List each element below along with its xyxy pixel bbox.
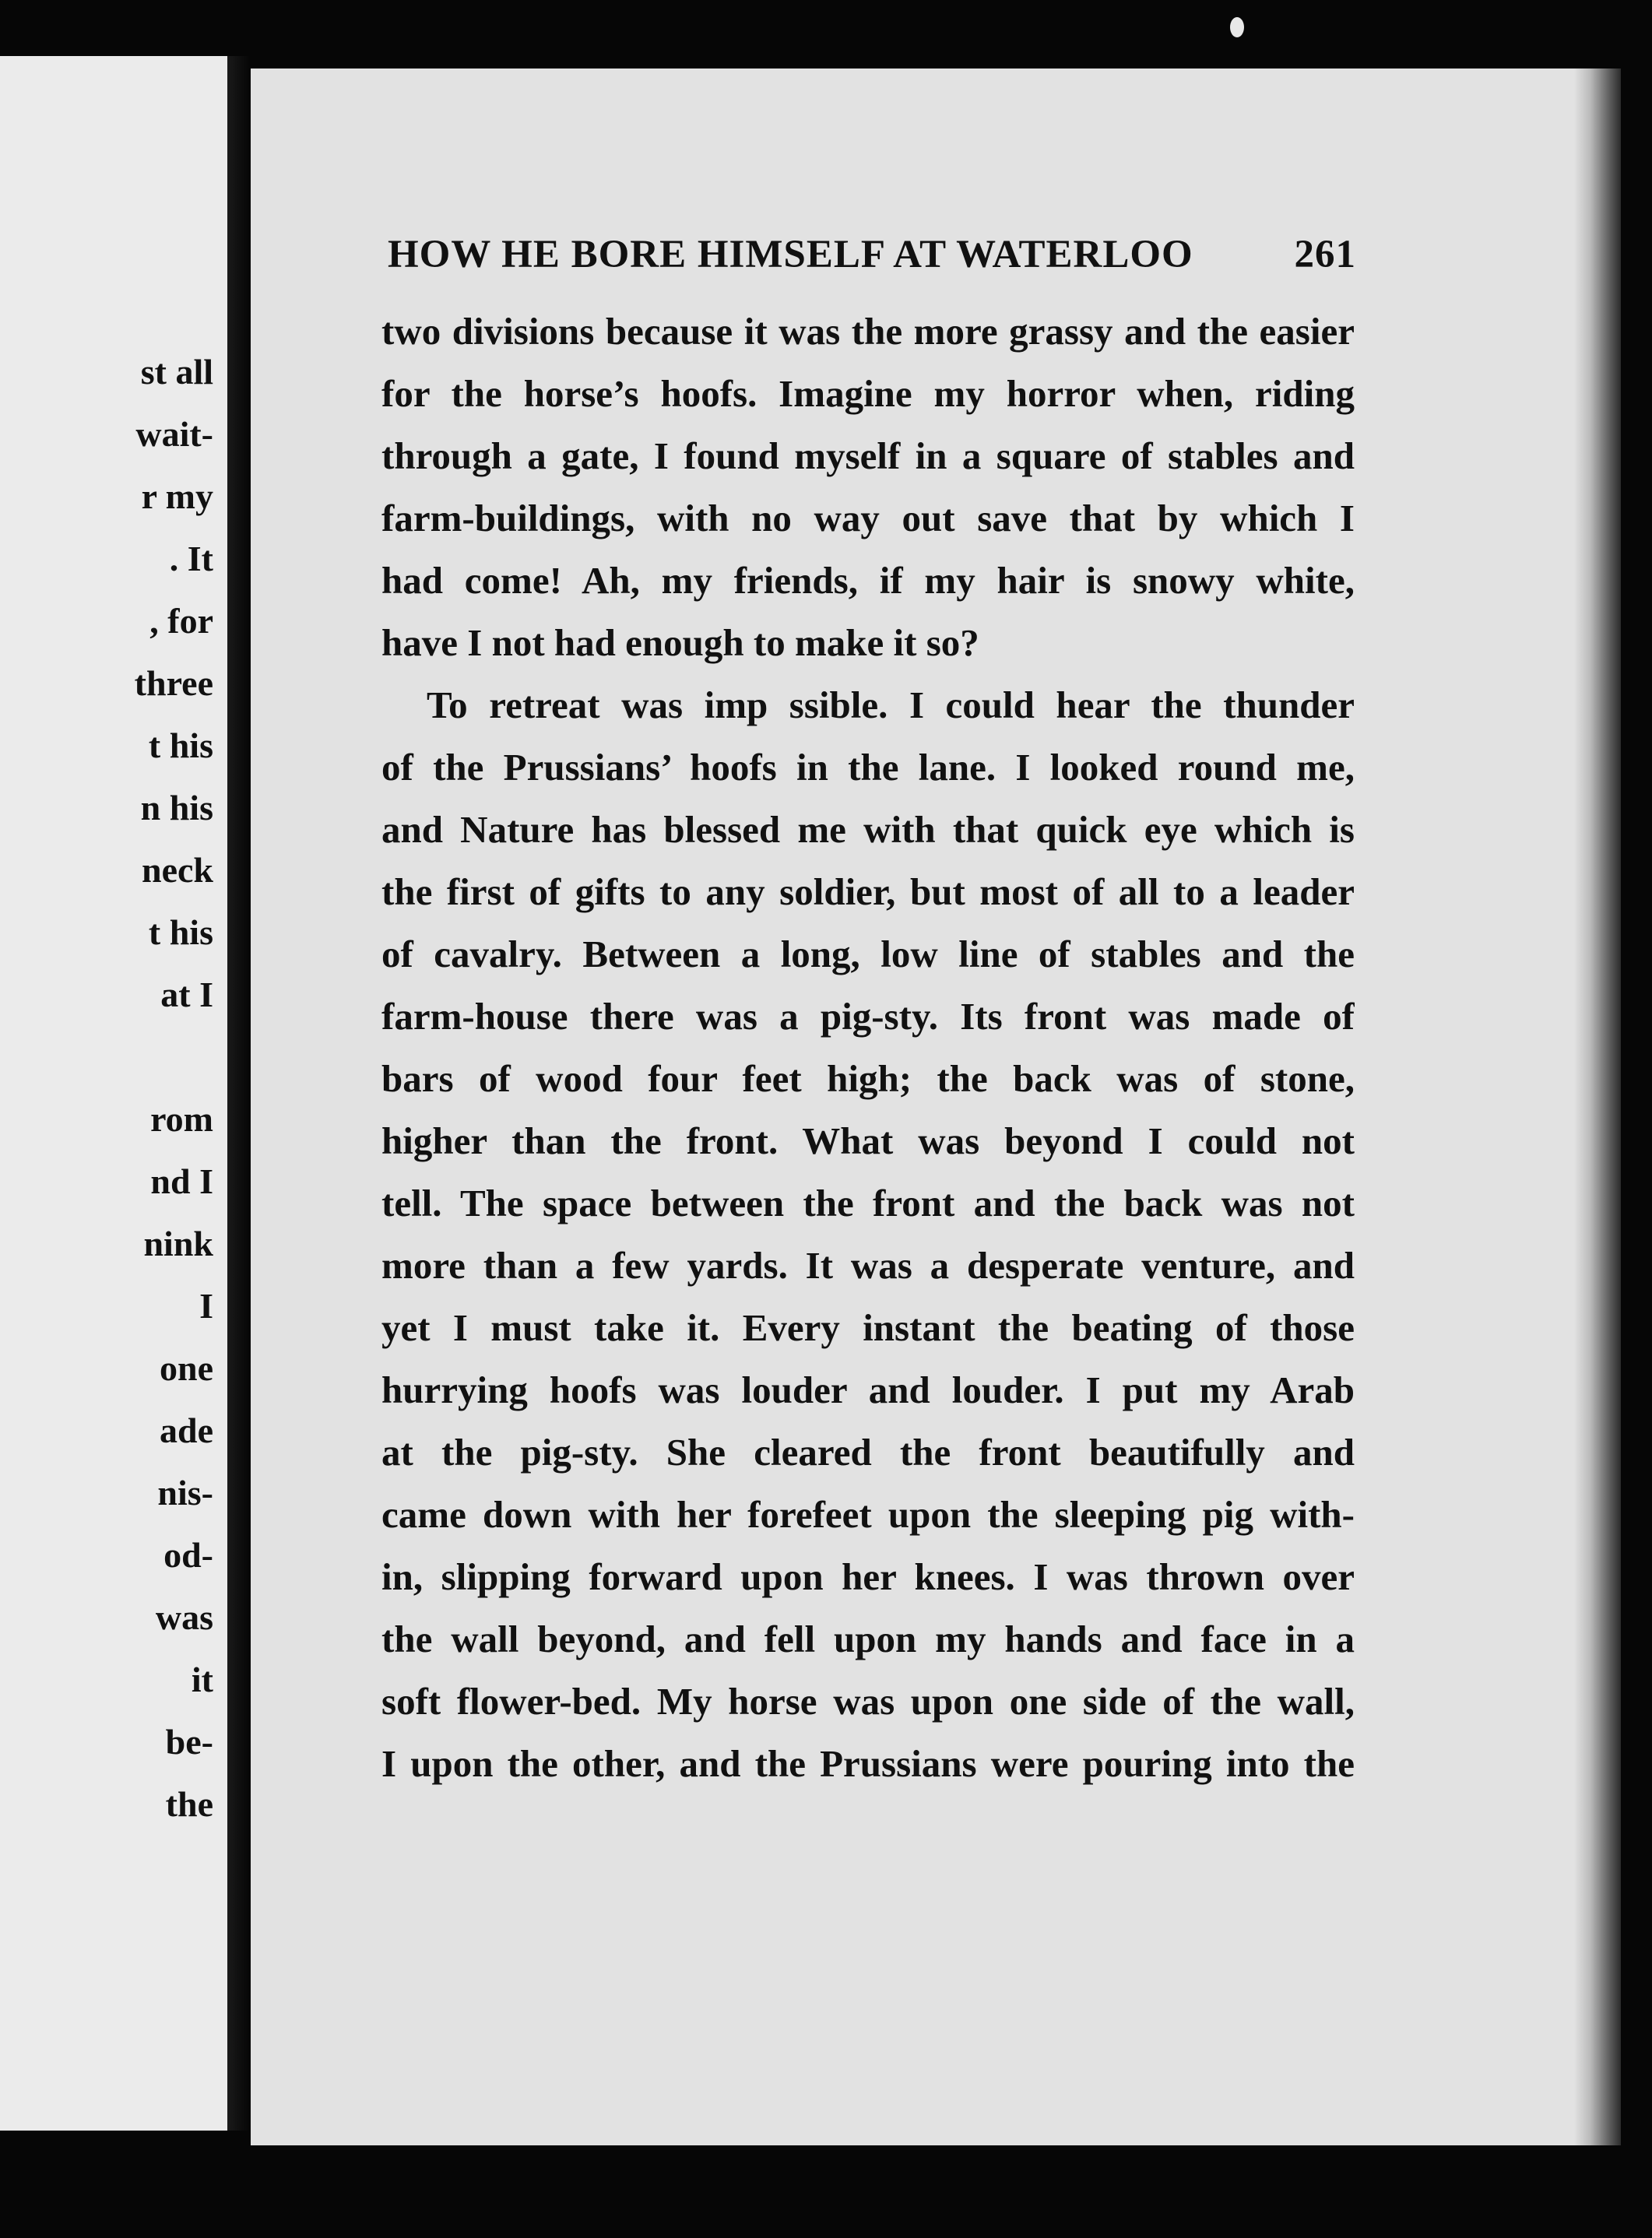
- left-page-fragment: st all: [140, 352, 213, 392]
- text-line: through a gate, I found myself in a square of stables and: [381, 434, 1355, 477]
- text-line: farm-house there was a pig-sty. Its front was made of: [381, 995, 1355, 1038]
- scan-speck: [1230, 17, 1244, 37]
- text-line: bars of wood four feet high; the back was of stone,: [381, 1057, 1355, 1100]
- text-line: more than a few yards. It was a desperate venture, and: [381, 1244, 1355, 1287]
- left-page-fragment: n his: [140, 788, 213, 827]
- text-line: came down with her forefeet upon the sleeping pig with-: [381, 1493, 1355, 1536]
- text-line: soft flower-bed. My horse was upon one side of the wall,: [381, 1680, 1355, 1723]
- text-line: To retreat was imp ssible. I could hear the thunder: [427, 683, 1355, 726]
- text-line: at the pig-sty. She cleared the front beautifully and: [381, 1431, 1355, 1474]
- left-page-fragment: be-: [165, 1722, 213, 1762]
- running-head: [388, 232, 1356, 294]
- text-line: and Nature has blessed me with that quick eye which is: [381, 808, 1355, 851]
- text-line: had come! Ah, my friends, if my hair is snowy white,: [381, 559, 1355, 602]
- text-line: I upon the other, and the Prussians were pouring into the: [381, 1742, 1355, 1785]
- left-page-fragment: one: [160, 1348, 213, 1388]
- page-number: 261: [1294, 233, 1356, 276]
- text-line: the first of gifts to any soldier, but most of all to a leader: [381, 870, 1355, 913]
- text-line: of the Prussians’ hoofs in the lane. I looked round me,: [381, 746, 1355, 789]
- text-line: tell. The space between the front and the back was not: [381, 1182, 1355, 1224]
- left-page-fragment: ade: [160, 1411, 213, 1450]
- left-page-fragment: nd I: [150, 1161, 213, 1201]
- left-page-fragment: at I: [160, 975, 213, 1014]
- text-line: for the horse’s hoofs. Imagine my horror when, riding: [381, 372, 1355, 415]
- running-title: HOW HE BORE HIMSELF AT WATERLOO: [388, 233, 1193, 276]
- left-page-fragment: nis-: [157, 1473, 213, 1512]
- left-page-fragment: r my: [141, 476, 213, 516]
- text-line: have I not had enough to make it so?: [381, 621, 979, 664]
- text-line: the wall beyond, and fell upon my hands and face in a: [381, 1618, 1355, 1660]
- text-line: hurrying hoofs was louder and louder. I put my Arab: [381, 1368, 1355, 1411]
- previous-page: [0, 56, 227, 2131]
- left-page-fragment: rom: [150, 1099, 213, 1139]
- left-page-fragment: od-: [163, 1535, 213, 1575]
- text-line: higher than the front. What was beyond I could not: [381, 1119, 1355, 1162]
- left-page-fragment: the: [165, 1784, 213, 1824]
- left-page-fragment: was: [155, 1597, 213, 1637]
- left-page-fragment: I: [199, 1286, 213, 1326]
- left-page-fragment: three: [134, 663, 213, 703]
- left-page-fragment: nink: [143, 1224, 213, 1263]
- left-page-fragment: neck: [142, 850, 213, 890]
- current-page: [251, 69, 1621, 2145]
- left-page-fragment: . It: [169, 539, 213, 578]
- left-page-fragment: wait-: [135, 414, 213, 454]
- page-edge-shadow: [1574, 69, 1621, 2145]
- left-page-fragment: t his: [148, 726, 213, 765]
- body-text: [381, 300, 1355, 1795]
- text-line: of cavalry. Between a long, low line of stables and the: [381, 933, 1355, 975]
- text-line: two divisions because it was the more grassy and the easier: [381, 310, 1355, 353]
- text-line: yet I must take it. Every instant the beating of those: [381, 1306, 1355, 1349]
- left-page-fragment: t his: [148, 912, 213, 952]
- gutter-shadow: [227, 56, 251, 2131]
- left-page-fragment: , for: [149, 601, 213, 641]
- text-line: farm-buildings, with no way out save that by which I: [381, 497, 1355, 539]
- text-line: in, slipping forward upon her knees. I was thrown over: [381, 1555, 1355, 1598]
- left-page-fragment: it: [191, 1660, 213, 1699]
